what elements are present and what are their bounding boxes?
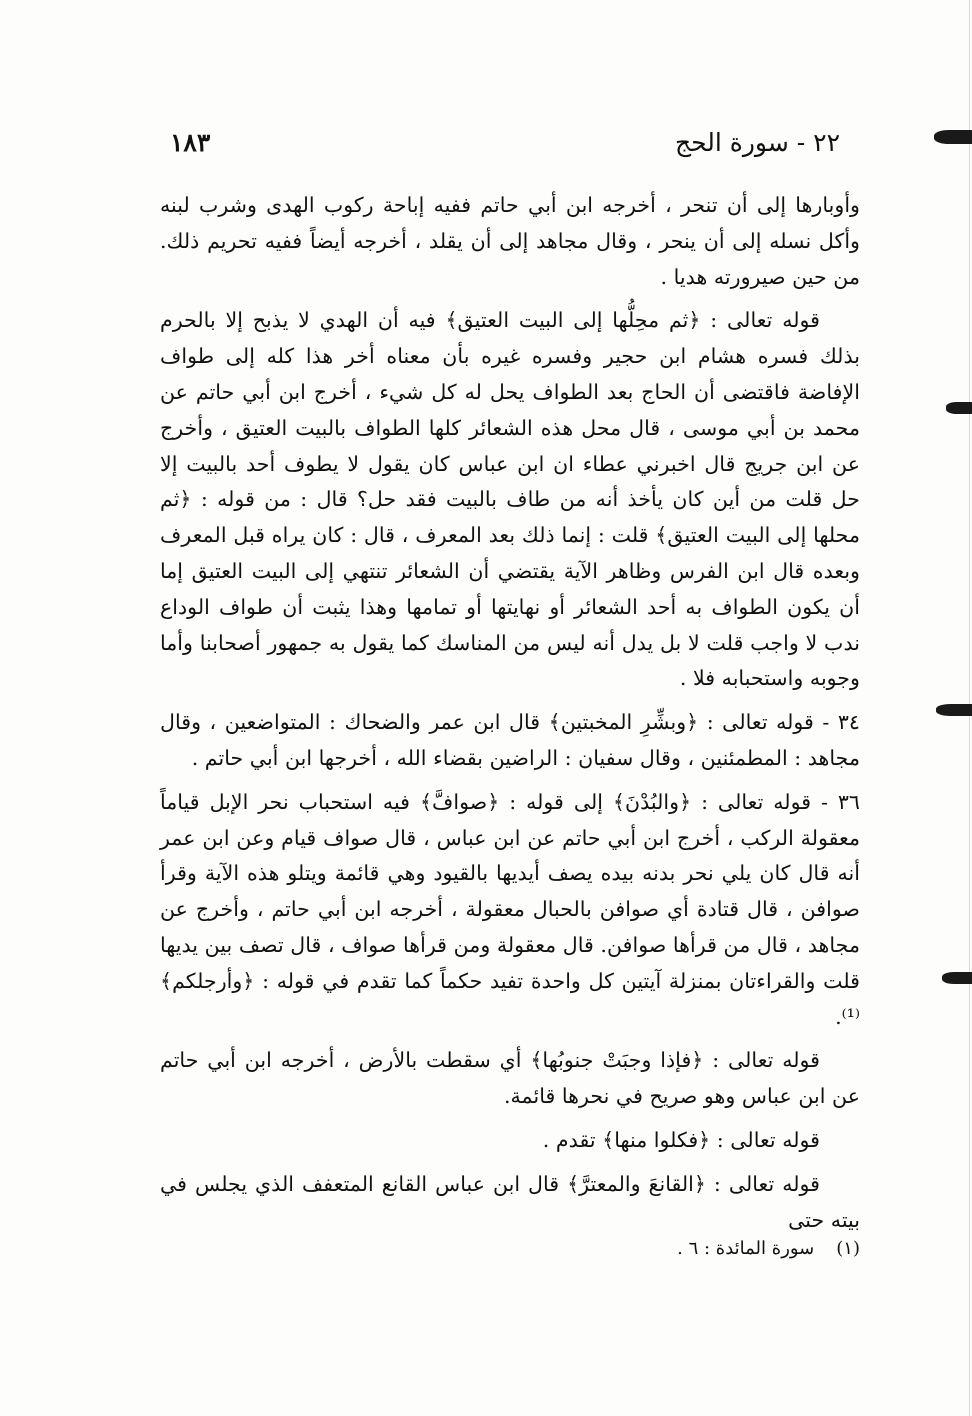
page-header: [160, 128, 860, 168]
footnote: [160, 1238, 860, 1259]
running-title: ٢٢ - سورة الحج: [674, 128, 840, 157]
paragraph: قوله تعالى : ﴿القانعَ والمعترَّ﴾ قال ابن عباس القانع المتعفف الذي يجلس في بيته حتى: [160, 1171, 860, 1232]
scan-mark: [942, 972, 972, 984]
scan-mark: [936, 704, 972, 716]
footnote-text: سورة المائدة : ٦ .: [677, 1238, 815, 1259]
paragraph: قوله تعالى : ﴿فإذا وجبَتْ جنوبُها﴾ أي سقطت بالأرض ، أخرجه ابن أبي حاتم عن ابن عباس وهو صريح في نحرها قائمة.: [160, 1048, 860, 1109]
page-number: ١٨٣: [170, 128, 211, 157]
scan-mark: [946, 402, 972, 414]
page-body: [160, 188, 860, 1246]
paragraph: وأوبارها إلى أن تنحر ، أخرجه ابن أبي حاتم ففيه إباحة ركوب الهدى وشرب لبنه وأكل نسله إلى أن ينحر ، وقال مجاهد إلى أن يقلد ، أخرجه أيضاً ففيه تحريم ذلك. من حين صيرورته هديا .: [160, 193, 860, 289]
paragraph: قوله تعالى : ﴿ثم محِلُّها إلى البيت العتيق﴾ فيه أن الهدي لا يذبح إلا بالحرم بذلك فسره هشام ابن حجير وفسره غيره بأن معناه أخر هذا كله إلى طواف الإفاضة فاقتضى أن الحاج بعد الطواف يحل له كل شيء ، أخرج ابن أبي حاتم عن محمد بن أبي موسى ، قال محل هذه الشعائر كلها الطواف بالبيت العتيق ، وأخرج عن ابن جريج قال اخبرني عطاء ان ابن عباس كان يقول لا يطوف أحد بالبيت إلا حل قلت من أين كان يأخذ أنه من طاف بالبيت فقد حل؟ قال : من قوله : ﴿ثم محلها إلى البيت العتيق﴾ قلت : إنما ذلك بعد المعرف ، قال : كان يراه قبل المعرف وبعده قال ابن الفرس وظاهر الآية يقتضي أن الشعائر تنتهي إلى البيت العتيق إما أن يكون الطواف به أحد الشعائر أو نهايتها أو تمامها وهذا يثبت أن طواف الوداع ندب لا واجب قلت لا بل يدل أنه ليس من المناسك كما يقول به جمهور أصحابنا وأما وجوبه واستحبابه فلا .: [160, 308, 860, 691]
scan-mark: [934, 130, 972, 144]
paragraph: قوله تعالى : ﴿فكلوا منها﴾ تقدم .: [542, 1127, 820, 1152]
paragraph: ٣٦ - قوله تعالى : ﴿والبُدْنَ﴾ إلى قوله : ﴿صوافَّ﴾ فيه استحباب نحر الإبل قياماً معقولة الركب ، أخرج ابن أبي حاتم عن ابن عباس ، قال صواف قيام وعن ابن عمر أنه قال كان يلي نحر بدنه بيده يصف أيديها بالقيود وهي قائمة ويتلو هذه الآية وقرأ صوافن ، قال قتادة أي صوافن بالحبال معقولة ، أخرجه ابن أبي حاتم ، وأخرج عن مجاهد ، قال من قرأها صوافن. قال معقولة ومن قرأها صواف ، قال تصف بين يديها قلت والقراءتان بمنزلة آيتين كل واحدة تفيد حكماً كما تقدم في قوله : ﴿وأرجلكم﴾⁽¹⁾.: [160, 789, 860, 1029]
paragraph: ٣٤ - قوله تعالى : ﴿وبشِّرِ المخبتين﴾ قال ابن عمر والضحاك : المتواضعين ، وقال مجاهد : المطمئنين ، وقال سفيان : الراضين بقضاء الله ، أخرجها ابن أبي حاتم .: [160, 710, 860, 770]
footnote-marker: (١): [836, 1238, 860, 1259]
